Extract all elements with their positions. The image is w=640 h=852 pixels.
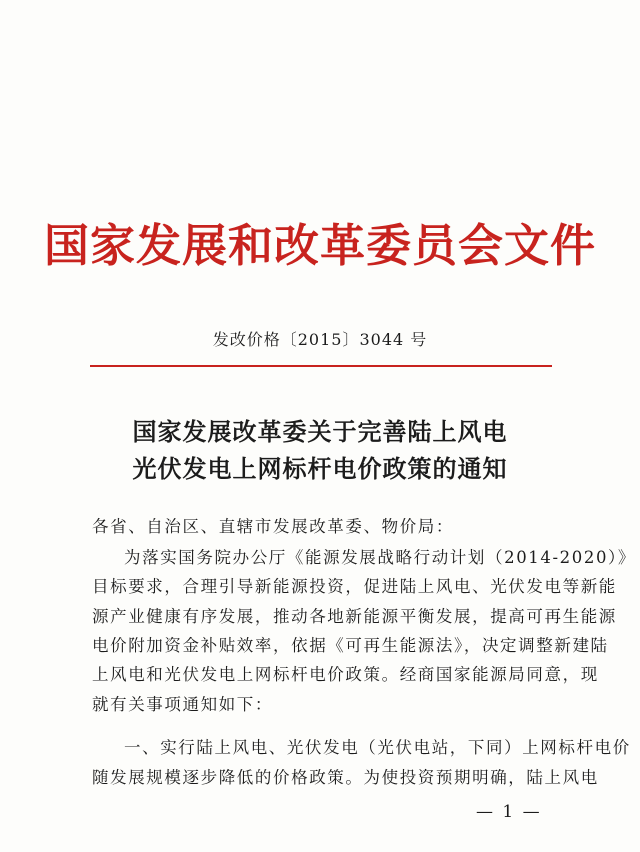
body-text-line: 目标要求，合理引导新能源投资，促进陆上风电、光伏发电等新能 [92, 577, 617, 596]
body-text-line: 随发展规模逐步降低的价格政策。为使投资预期明确，陆上风电 [92, 768, 599, 787]
salutation: 各省、自治区、直辖市发展改革委、物价局： [92, 517, 454, 536]
notice-title-line-2: 光伏发电上网标杆电价政策的通知 [132, 454, 508, 483]
body-text-line: 电价附加资金补贴效率，依据《可再生能源法》，决定调整新建陆 [92, 636, 609, 655]
body-text-line: 一、实行陆上风电、光伏发电（光伏电站，下同）上网标杆电价 [124, 738, 631, 757]
masthead-title: 国家发展和改革委员会文件 [43, 219, 596, 272]
body-text-line: 上风电和光伏发电上网标杆电价政策。经商国家能源局同意，现 [92, 665, 599, 684]
body-text-line: 为落实国务院办公厅《能源发展战略行动计划（2014-2020）》 [124, 548, 637, 567]
body-text-line: 就有关事项通知如下： [92, 695, 273, 714]
page-number: — 1 — [476, 802, 542, 822]
notice-title-line-1: 国家发展改革委关于完善陆上风电 [132, 417, 508, 446]
body-text-line: 源产业健康有序发展，推动各地新能源平衡发展，提高可再生能源 [92, 607, 617, 626]
document-number: 发改价格〔2015〕3044 号 [212, 330, 428, 349]
red-divider-line [90, 365, 552, 367]
